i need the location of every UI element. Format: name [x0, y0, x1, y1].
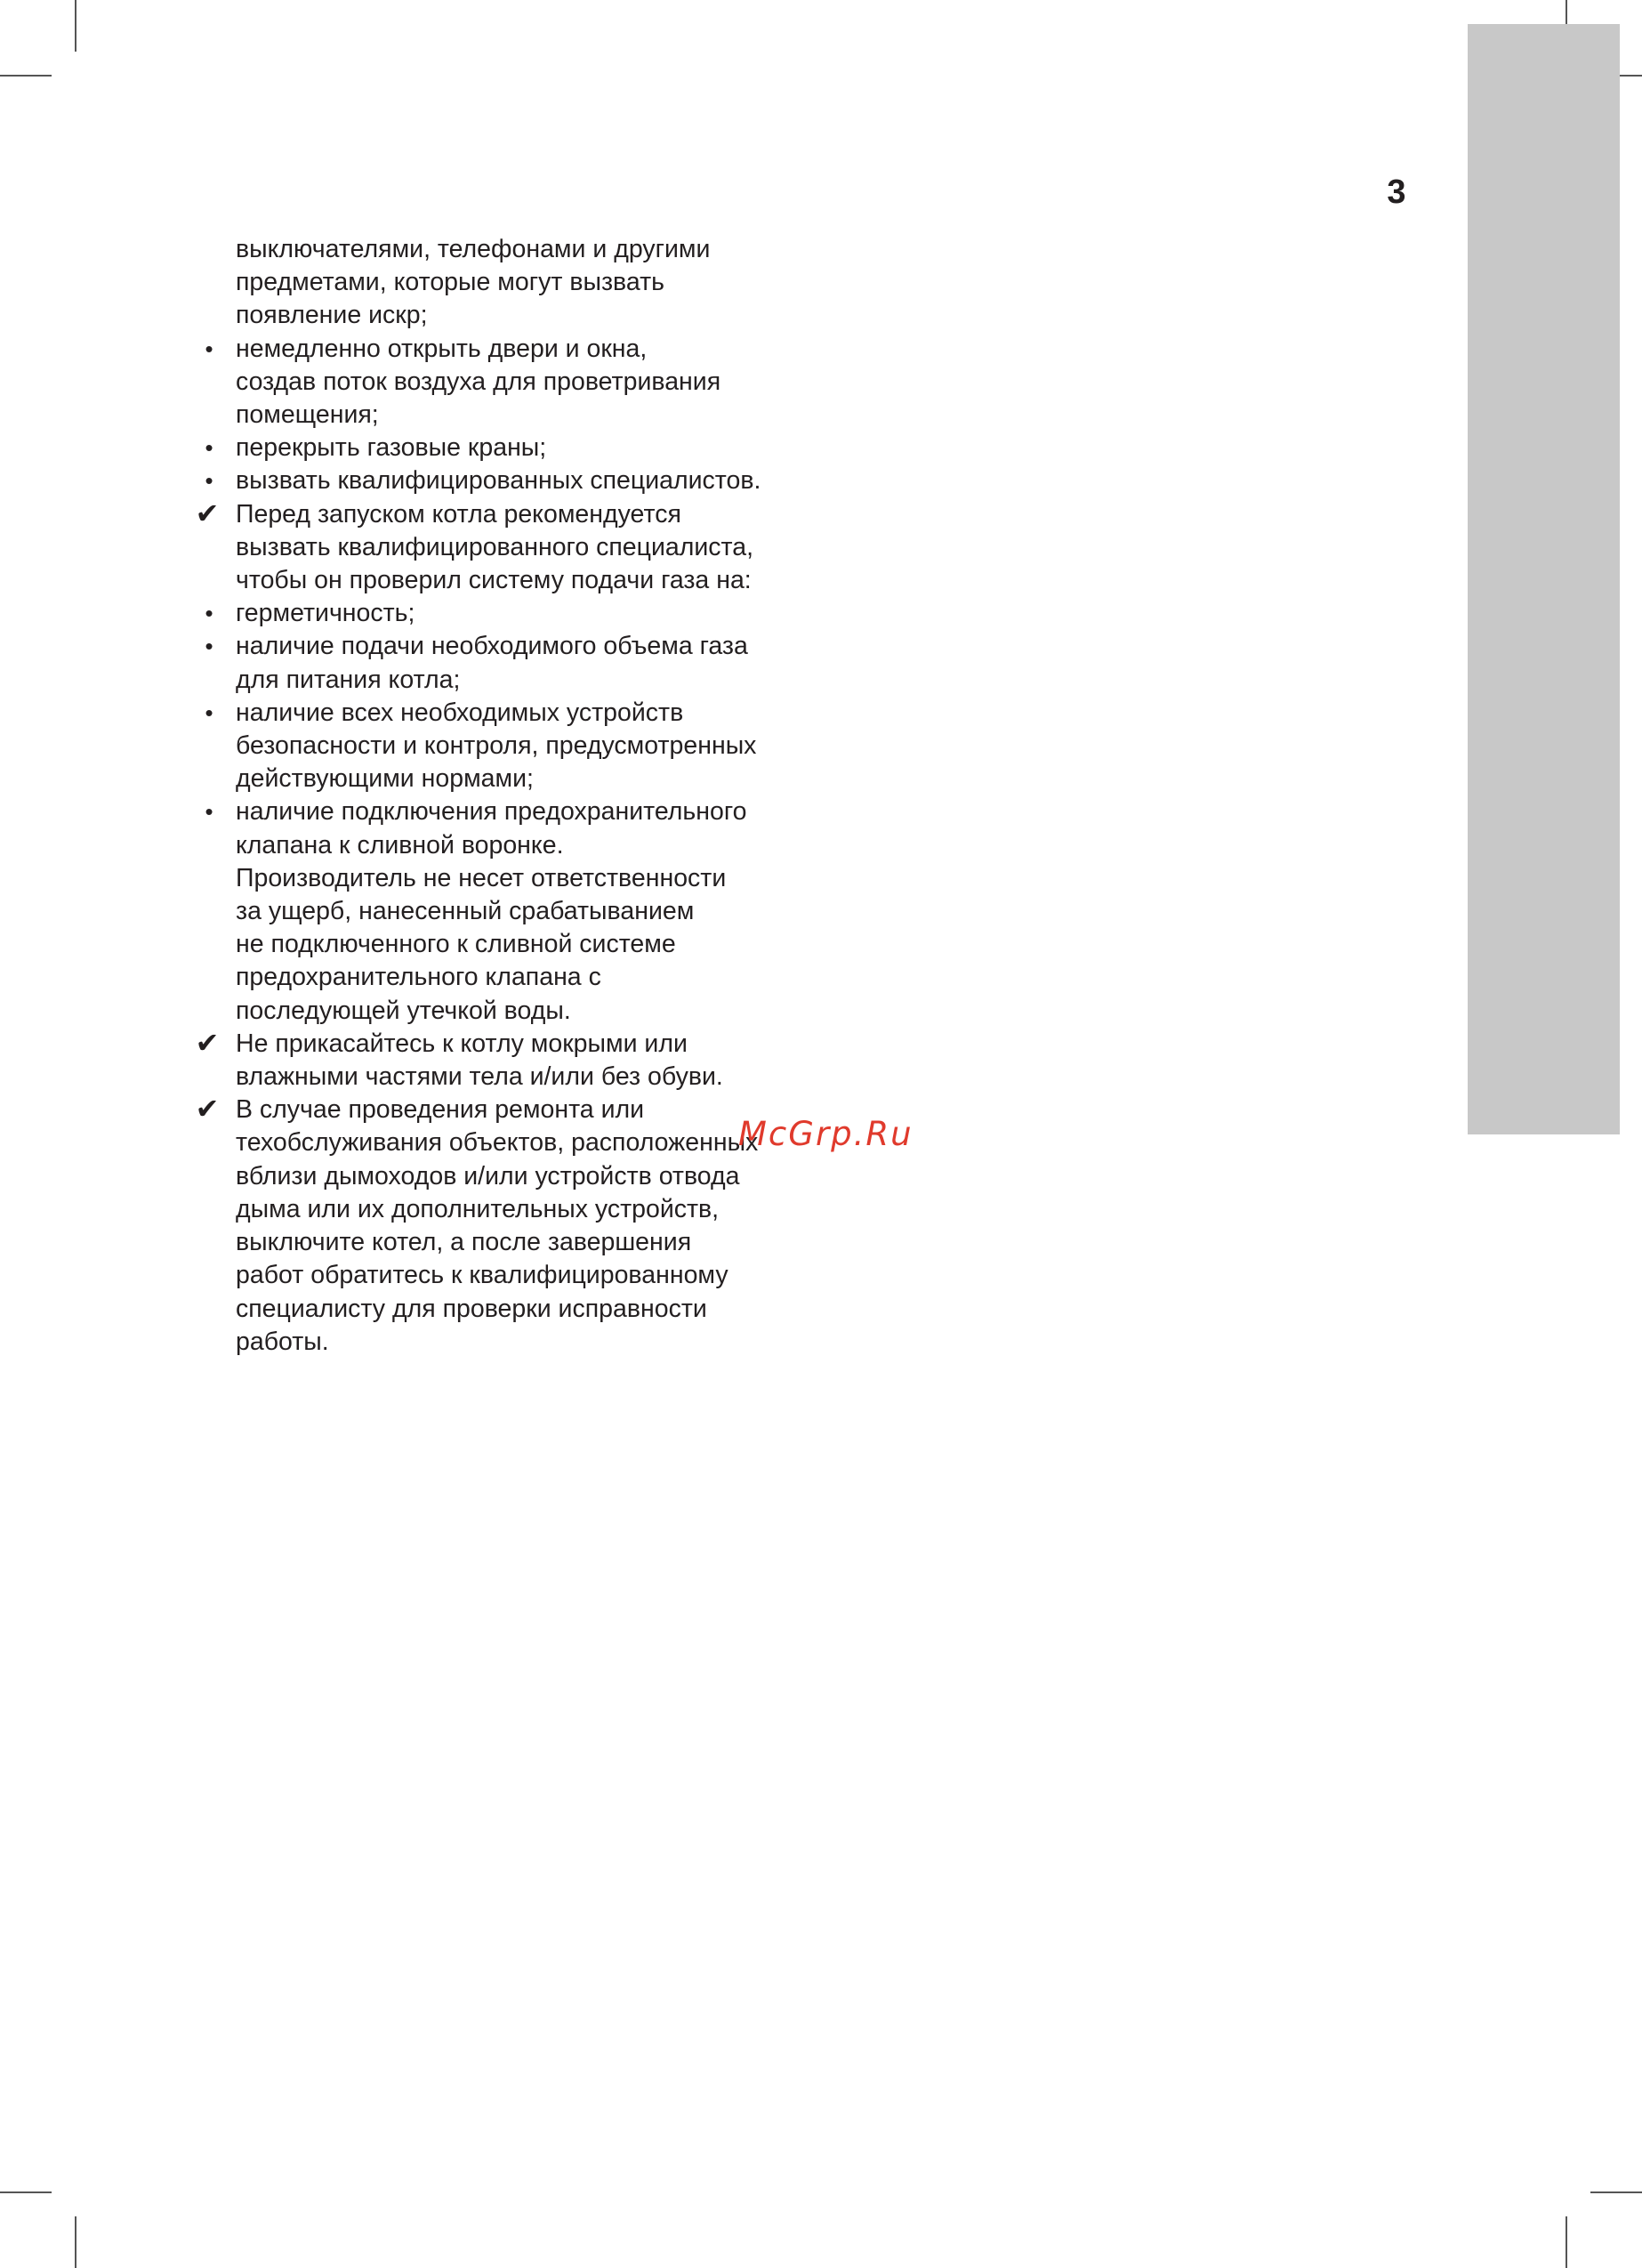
bullet-icon: • [205, 335, 213, 362]
side-tab [1468, 24, 1620, 1134]
text-line [193, 597, 798, 630]
text-line [193, 1293, 798, 1326]
text-line [193, 464, 798, 497]
text-line [193, 1193, 798, 1226]
text-line [193, 1094, 798, 1126]
text-line [193, 299, 798, 332]
text-line [193, 1028, 798, 1061]
line-text: вызвать квалифицированного специалиста, [236, 532, 754, 561]
line-text: техобслуживания объектов, расположенных [236, 1128, 759, 1158]
line-text: работ обратитесь к квалифицированному [236, 1261, 728, 1290]
text-line [193, 763, 798, 795]
watermark: McGrp.Ru [738, 1115, 914, 1153]
line-text: перекрыть газовые краны; [236, 433, 547, 463]
crop-mark-bottom-left-horizontal [0, 2191, 52, 2193]
text-line [193, 697, 798, 730]
checkmark-icon: ✔ [195, 1093, 220, 1126]
bullet-icon: • [205, 633, 213, 660]
line-text: наличие всех необходимых устройств [236, 698, 684, 727]
bullet-icon: • [205, 600, 213, 627]
line-text: чтобы он проверил систему подачи газа на: [236, 566, 752, 595]
text-line [193, 961, 798, 994]
text-line [193, 233, 798, 266]
checkmark-icon: ✔ [195, 496, 220, 529]
line-text: наличие подключения предохранительного [236, 797, 747, 827]
text-line [193, 664, 798, 697]
line-text: немедленно открыть двери и окна, [236, 334, 648, 363]
text-line [193, 795, 798, 828]
line-text: действующими нормами; [236, 764, 534, 794]
text-line [193, 1259, 798, 1292]
line-text: дыма или их дополнительных устройств, [236, 1194, 720, 1223]
line-text: создав поток воздуха для проветривания [236, 367, 721, 396]
text-line [193, 564, 798, 597]
text-line [193, 1226, 798, 1259]
text-line [193, 928, 798, 961]
text-line [193, 1061, 798, 1094]
text-line [193, 432, 798, 464]
line-text: Перед запуском котла рекомендуется [236, 499, 681, 529]
text-line [193, 333, 798, 366]
bullet-icon: • [205, 434, 213, 462]
text-line [193, 630, 798, 663]
crop-mark-bottom-right-horizontal [1590, 2191, 1642, 2193]
text-line [193, 1326, 798, 1359]
text-line [193, 1126, 798, 1159]
text-line [193, 498, 798, 531]
line-text: за ущерб, нанесенный срабатыванием [236, 897, 695, 926]
line-text: для питания котла; [236, 665, 461, 694]
line-text: клапана к сливной воронке. [236, 830, 564, 860]
line-text: Производитель не несет ответственности [236, 863, 727, 892]
crop-mark-top-left-vertical [75, 0, 76, 52]
text-line [193, 862, 798, 895]
text-line [193, 1160, 798, 1193]
line-text: не подключенного к сливной системе [236, 930, 676, 959]
line-text: появление искр; [236, 301, 428, 330]
line-text: выключите котел, а после завершения [236, 1228, 692, 1257]
instruction-text [193, 233, 798, 1359]
line-text: безопасности и контроля, предусмотренных [236, 731, 757, 761]
line-text: наличие подачи необходимого объема газа [236, 632, 748, 661]
line-text: работы. [236, 1327, 329, 1356]
text-line [193, 995, 798, 1028]
line-text: последующей утечкой воды. [236, 996, 571, 1025]
line-text: выключателями, телефонами и другими [236, 235, 711, 263]
crop-mark-bottom-left-vertical [75, 2216, 76, 2268]
text-line [193, 531, 798, 564]
text-line [193, 399, 798, 432]
line-text: герметичность; [236, 599, 415, 628]
crop-mark-bottom-right-vertical [1566, 2216, 1567, 2268]
text-line [193, 366, 798, 399]
bullet-icon: • [205, 698, 213, 726]
line-text: предметами, которые могут вызвать [236, 268, 664, 297]
page-number: 3 [1387, 174, 1406, 211]
bullet-icon: • [205, 798, 213, 826]
text-line [193, 266, 798, 299]
line-text: вблизи дымоходов и/или устройств отвода [236, 1161, 740, 1190]
text-line [193, 730, 798, 763]
line-text: предохранительного клапана с [236, 963, 601, 992]
line-text: помещения; [236, 400, 379, 430]
line-text: влажными частями тела и/или без обуви. [236, 1062, 723, 1092]
line-text: специалисту для проверки исправности [236, 1294, 707, 1323]
text-line [193, 895, 798, 928]
checkmark-icon: ✔ [195, 1026, 220, 1059]
line-text: Не прикасайтесь к котлу мокрыми или [236, 1029, 688, 1058]
crop-mark-top-left-horizontal [0, 75, 52, 77]
line-text: вызвать квалифицированных специалистов. [236, 466, 761, 496]
bullet-icon: • [205, 467, 213, 495]
line-text: В случае проведения ремонта или [236, 1095, 645, 1125]
text-line [193, 829, 798, 862]
